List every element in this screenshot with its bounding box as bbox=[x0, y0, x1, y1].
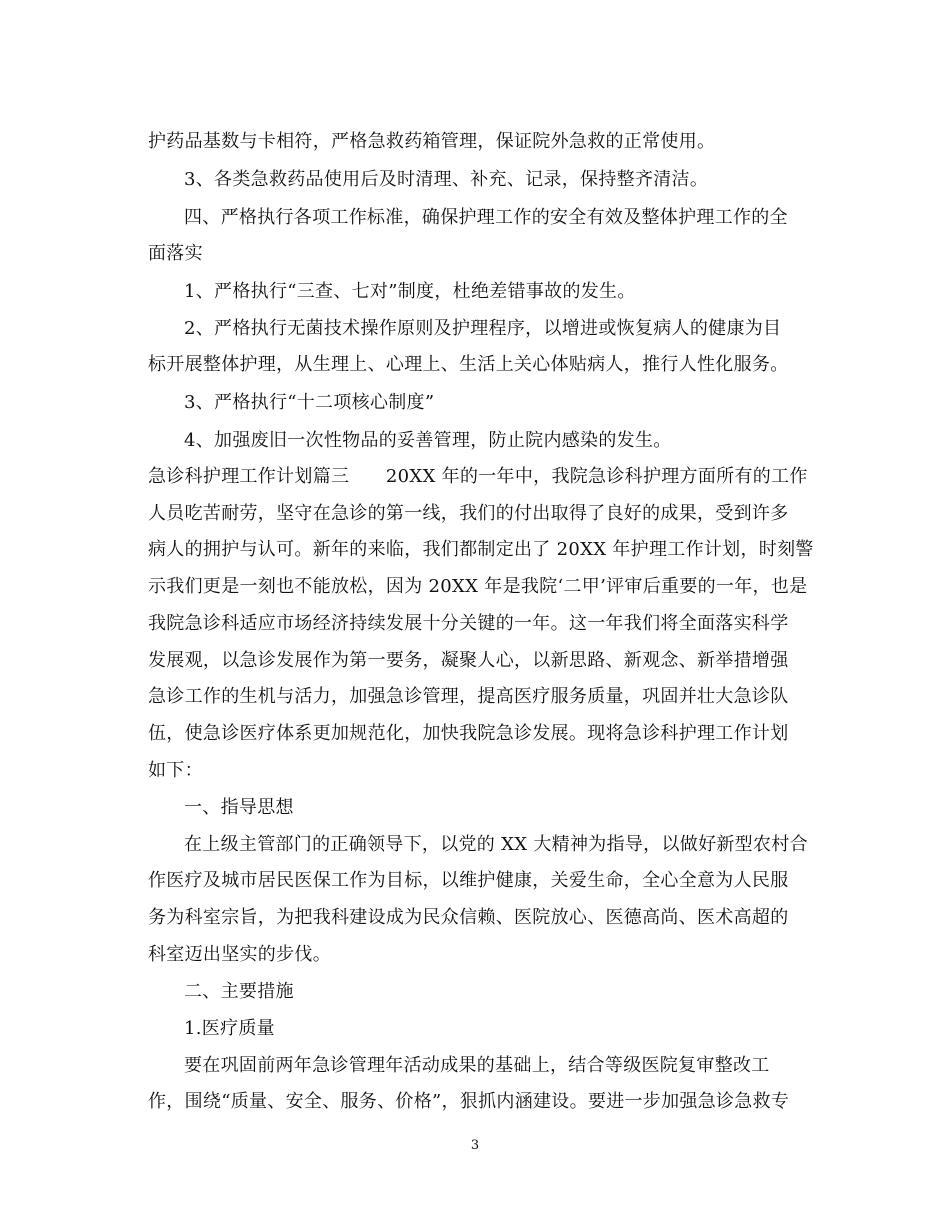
section-heading: 四、严格执行各项工作标准，确保护理工作的安全有效及整体护理工作的全 bbox=[184, 207, 788, 228]
text-line: 伍，使急诊医疗体系更加规范化，加快我院急诊发展。现将急诊科护理工作计划 bbox=[148, 723, 789, 744]
text-line: 作，围绕“质量、安全、服务、价格”，狠抓内涵建设。要进一步加强急诊急救专 bbox=[148, 1091, 790, 1112]
text-line: 作医疗及城市居民医保工作为目标，以维护健康，关爱生命，全心全意为人民服 bbox=[148, 870, 789, 891]
text-line: 1、严格执行“三查、七对”制度，杜绝差错事故的发生。 bbox=[184, 281, 636, 302]
text-line: 3、严格执行“十二项核心制度” bbox=[184, 392, 435, 413]
page-number: 3 bbox=[470, 1138, 480, 1153]
text-line: 发展观，以急诊发展作为第一要务，凝聚人心，以新思路、新观念、新举措增强 bbox=[148, 650, 789, 671]
text-line: 在上级主管部门的正确领导下，以党的 XX 大精神为指导，以做好新型农村合 bbox=[184, 834, 808, 855]
subsection-heading: 1.医疗质量 bbox=[184, 1018, 275, 1039]
text-line: 护药品基数与卡相符，严格急救药箱管理，保证院外急救的正常使用。 bbox=[148, 131, 716, 152]
text-line: 人员吃苦耐劳，坚守在急诊的第一线，我们的付出取得了良好的成果，受到许多 bbox=[148, 503, 789, 524]
text-line: 要在巩固前两年急诊管理年活动成果的基础上，结合等级医院复审整改工 bbox=[184, 1055, 770, 1076]
text-line: 科室迈出坚实的步伐。 bbox=[148, 944, 331, 965]
text-line: 面落实 bbox=[148, 243, 203, 264]
section-heading: 一、指导思想 bbox=[184, 797, 294, 818]
text-line: 示我们更是一刻也不能放松，因为 20XX 年是我院‘二甲’评审后重要的一年，也是 bbox=[148, 576, 808, 597]
text-line: 急诊科护理工作计划篇三 20XX 年的一年中，我院急诊科护理方面所有的工作 bbox=[148, 466, 808, 487]
text-line: 我院急诊科适应市场经济持续发展十分关键的一年。这一年我们将全面落实科学 bbox=[148, 613, 789, 634]
text-line: 如下： bbox=[148, 760, 203, 781]
text-line: 2、严格执行无菌技术操作原则及护理程序，以增进或恢复病人的健康为目 bbox=[184, 318, 782, 339]
text-line: 急诊工作的生机与活力，加强急诊管理，提高医疗服务质量，巩固并壮大急诊队 bbox=[148, 686, 789, 707]
text-line: 病人的拥护与认可。新年的来临，我们都制定出了 20XX 年护理工作计划，时刻警 bbox=[148, 539, 814, 560]
section-heading: 二、主要措施 bbox=[184, 981, 294, 1002]
text-line: 标开展整体护理，从生理上、心理上、生活上关心体贴病人，推行人性化服务。 bbox=[148, 354, 789, 375]
text-line: 务为科室宗旨，为把我科建设成为民众信赖、医院放心、医德高尚、医术高超的 bbox=[148, 907, 789, 928]
text-line: 3、各类急救药品使用后及时清理、补充、记录，保持整齐清洁。 bbox=[184, 169, 709, 190]
text-line: 4、加强废旧一次性物品的妥善管理，防止院内感染的发生。 bbox=[184, 430, 672, 451]
